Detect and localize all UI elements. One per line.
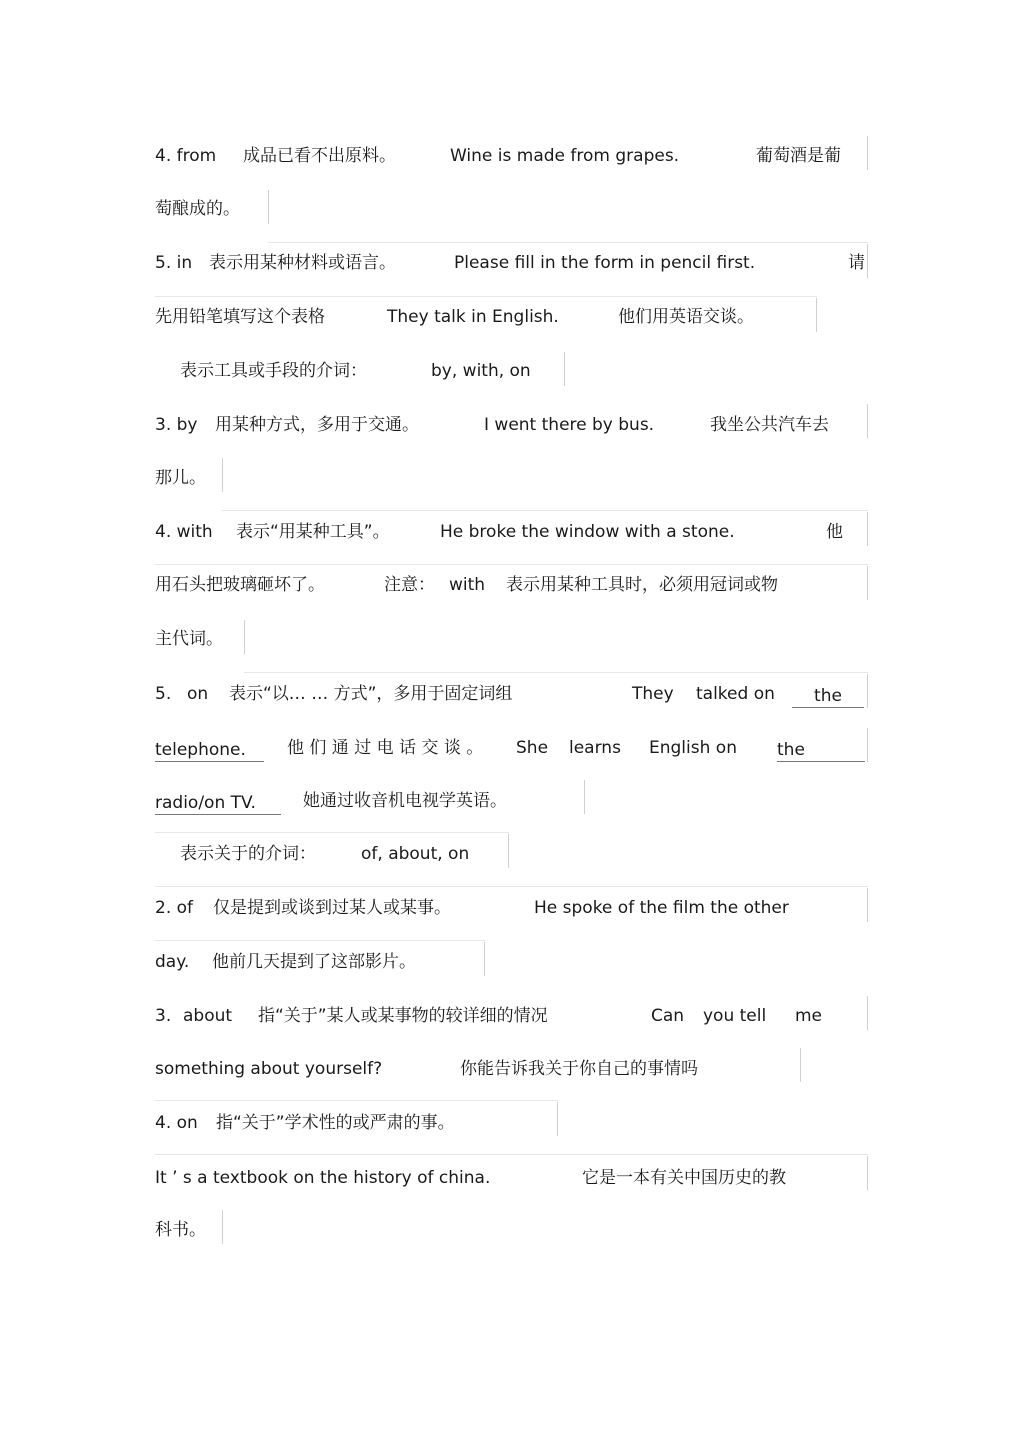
translation-text: 科书。 — [155, 1220, 206, 1240]
explanation-text: 表示用某种材料或语言。 — [209, 253, 396, 273]
example-sentence: talked on — [696, 684, 775, 704]
text-line — [0, 677, 1024, 711]
text-line — [0, 945, 1024, 979]
separator — [268, 242, 868, 243]
example-sentence: Please fill in the form in pencil first. — [454, 253, 756, 273]
text-line — [0, 999, 1024, 1033]
text-line — [0, 1161, 1024, 1195]
item-number: 3. — [155, 1006, 172, 1026]
translation-text: 你能告诉我关于你自己的事情吗 — [460, 1059, 698, 1079]
example-sentence: It ’ s a textbook on the history of china. — [155, 1168, 491, 1188]
separator — [222, 510, 868, 511]
example-sentence: English on — [649, 738, 737, 758]
example-sentence: me — [795, 1006, 823, 1026]
text-line — [0, 1106, 1024, 1140]
example-sentence: Can — [651, 1006, 685, 1026]
example-sentence: you tell — [703, 1006, 767, 1026]
section-title: 表示关于的介词： — [180, 844, 316, 864]
example-sentence: something about yourself? — [155, 1059, 383, 1079]
separator — [155, 1100, 558, 1101]
example-sentence: learns — [569, 738, 621, 758]
text-line — [0, 139, 1024, 173]
separator — [155, 832, 509, 833]
translation-text: 他们用英语交谈。 — [618, 307, 754, 327]
text-line — [0, 1213, 1024, 1247]
item-number: 5. in — [155, 253, 193, 273]
translation-text: 葡萄酒是葡 — [756, 146, 841, 166]
item-number: 4. from — [155, 146, 217, 166]
underlined-text: radio/on TV. — [155, 792, 281, 815]
preposition-list: of, about, on — [361, 844, 470, 864]
text-line — [0, 461, 1024, 495]
preposition-list: by, with, on — [431, 361, 531, 381]
item-number: 4. with — [155, 522, 213, 542]
explanation-text: 指“关于”某人或某事物的较详细的情况 — [258, 1006, 548, 1026]
section-heading — [0, 837, 1024, 871]
separator — [155, 940, 485, 941]
text-line — [0, 246, 1024, 280]
keyword-text: on — [187, 684, 209, 704]
translation-text: 它是一本有关中国历史的教 — [582, 1168, 786, 1188]
example-sentence: day. — [155, 952, 190, 972]
example-sentence: I went there by bus. — [484, 415, 655, 435]
text-line — [0, 408, 1024, 442]
separator — [155, 296, 817, 297]
separator — [155, 886, 868, 887]
translation-text: 请 — [848, 253, 865, 273]
item-number: 2. of — [155, 898, 194, 918]
separator — [155, 564, 868, 565]
keyword-text: with — [449, 575, 486, 595]
section-title: 表示工具或手段的介词： — [180, 361, 367, 381]
text-line — [0, 515, 1024, 549]
separator — [155, 1154, 868, 1155]
explanation-text: 表示“以… … 方式”，多用于固定词组 — [229, 684, 513, 704]
explanation-text: 指“关于”学术性的或严肃的事。 — [216, 1113, 455, 1133]
explanation-text: 表示“用某种工具”。 — [236, 522, 390, 542]
text-line — [0, 784, 1024, 818]
translation-text: 她通过收音机电视学英语。 — [303, 791, 507, 811]
text-line — [0, 1052, 1024, 1086]
explanation-text: 用某种方式，多用于交通。 — [215, 415, 419, 435]
item-number: 5. — [155, 684, 172, 704]
underlined-text: the — [792, 685, 864, 708]
note-text: 表示用某种工具时，必须用冠词或物 — [506, 575, 778, 595]
example-sentence: He broke the window with a stone. — [440, 522, 735, 542]
keyword-text: about — [183, 1006, 233, 1026]
item-number: 4. on — [155, 1113, 198, 1133]
translation-text: 那儿。 — [155, 468, 206, 488]
example-sentence: They — [632, 684, 674, 704]
translation-text: 萄酿成的。 — [155, 199, 240, 219]
item-number: 3. by — [155, 415, 198, 435]
translation-text: 先用铅笔填写这个表格 — [155, 307, 325, 327]
text-line — [0, 731, 1024, 765]
text-line — [0, 891, 1024, 925]
translation-text: 我坐公共汽车去 — [710, 415, 829, 435]
explanation-text: 仅是提到或谈到过某人或某事。 — [213, 898, 451, 918]
translation-text: 用石头把玻璃砸坏了。 — [155, 575, 325, 595]
underlined-text: telephone. — [155, 739, 264, 762]
note-text: 主代词。 — [155, 629, 223, 649]
separator — [244, 672, 868, 673]
translation-text: 他前几天提到了这部影片。 — [212, 952, 416, 972]
text-line — [0, 192, 1024, 226]
explanation-text: 成品已看不出原料。 — [243, 146, 396, 166]
example-sentence: She — [516, 738, 549, 758]
text-line — [0, 300, 1024, 334]
underlined-text: the — [777, 739, 865, 762]
section-heading — [0, 354, 1024, 388]
example-sentence: Wine is made from grapes. — [450, 146, 680, 166]
example-sentence: They talk in English. — [387, 307, 559, 327]
example-sentence: He spoke of the film the other — [534, 898, 789, 918]
translation-text: 他 — [826, 522, 843, 542]
text-line — [0, 568, 1024, 602]
text-line — [0, 622, 1024, 656]
note-label: 注意： — [384, 575, 435, 595]
translation-text: 他 们 通 过 电 话 交 谈 。 — [287, 738, 484, 758]
